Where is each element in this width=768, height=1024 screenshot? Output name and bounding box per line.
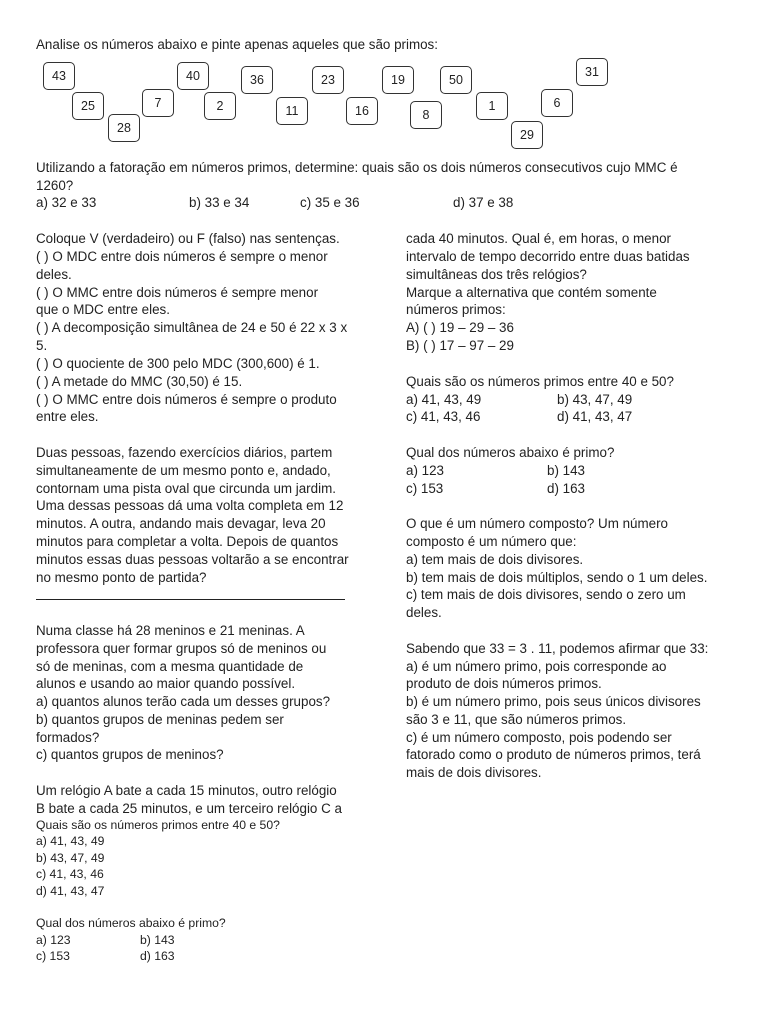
answer-line[interactable] bbox=[36, 599, 345, 600]
vf-line[interactable]: ( ) O quociente de 300 pelo MDC (300,600) é 1. bbox=[36, 356, 320, 371]
mmc-line-1: Utilizando a fatoração em números primos, determine: quais são os dois números consecutivos cujo MMC é bbox=[36, 160, 678, 175]
primes-question: Quais são os números primos entre 40 e 50? bbox=[36, 818, 280, 832]
composite-option[interactable]: b) tem mais de dois múltiplos, sendo o 1 um deles. bbox=[406, 570, 708, 585]
walk-line: no mesmo ponto de partida? bbox=[36, 570, 207, 585]
number-box[interactable]: 29 bbox=[511, 121, 543, 149]
walk-line: Duas pessoas, fazendo exercícios diários, partem bbox=[36, 445, 333, 460]
vf-line[interactable]: ( ) O MDC entre dois números é sempre o menor bbox=[36, 249, 328, 264]
mark-line: números primos: bbox=[406, 302, 506, 317]
vf-line[interactable]: ( ) A decomposição simultânea de 24 e 50 é 22 x 3 x bbox=[36, 320, 348, 335]
primes-option[interactable]: c) 41, 43, 46 bbox=[36, 867, 104, 881]
class-line: a) quantos alunos terão cada um desses grupos? bbox=[36, 694, 331, 709]
clock-cont-line: simultâneas dos três relógios? bbox=[406, 267, 587, 282]
primes-option[interactable]: d) 41, 43, 47 bbox=[36, 884, 105, 898]
walk-line: contornam uma pista oval que circunda um jardim. bbox=[36, 481, 336, 496]
primes-option[interactable]: b) 43, 47, 49 bbox=[557, 392, 633, 407]
vf-line: entre eles. bbox=[36, 409, 99, 424]
composite-option[interactable]: a) tem mais de dois divisores. bbox=[406, 552, 584, 567]
thirtythree-line: fatorado como o produto de números primos, terá bbox=[406, 747, 701, 762]
walk-line: minutos para completar a volta. Depois de quantos bbox=[36, 534, 339, 549]
number-box[interactable]: 23 bbox=[312, 66, 344, 94]
vf-line: Coloque V (verdadeiro) ou F (falso) nas sentenças. bbox=[36, 231, 340, 246]
primes-option[interactable]: a) 41, 43, 49 bbox=[406, 392, 482, 407]
thirtythree-option[interactable]: c) é um número composto, pois podendo ser bbox=[406, 730, 672, 745]
number-box[interactable]: 28 bbox=[108, 114, 140, 142]
thirtythree-option[interactable]: b) é um número primo, pois seus únicos divisores bbox=[406, 694, 701, 709]
class-line: b) quantos grupos de meninas pedem ser bbox=[36, 712, 284, 727]
number-box[interactable]: 8 bbox=[410, 101, 442, 129]
walk-line: Uma dessas pessoas dá uma volta completa em 12 bbox=[36, 498, 344, 513]
composite-line: composto é um número que: bbox=[406, 534, 577, 549]
mark-line: Marque a alternativa que contém somente bbox=[406, 285, 657, 300]
mark-option[interactable]: B) ( ) 17 – 97 – 29 bbox=[406, 338, 514, 353]
number-box[interactable]: 40 bbox=[177, 62, 209, 90]
class-line: alunos e usando ao maior quando possível. bbox=[36, 676, 296, 691]
mmc-line-2: 1260? bbox=[36, 178, 74, 193]
walk-line: minutos essas duas pessoas voltarão a se encontrar bbox=[36, 552, 349, 567]
clock-line: Um relógio A bate a cada 15 minutos, outro relógio bbox=[36, 783, 337, 798]
vf-line: 5. bbox=[36, 338, 48, 353]
composite-line: deles. bbox=[406, 605, 442, 620]
prime-question: Qual dos números abaixo é primo? bbox=[36, 916, 226, 930]
mmc-option-d[interactable]: d) 37 e 38 bbox=[453, 195, 514, 210]
number-box[interactable]: 31 bbox=[576, 58, 608, 86]
class-line: só de meninas, com a mesma quantidade de bbox=[36, 659, 304, 674]
number-box[interactable]: 19 bbox=[382, 66, 414, 94]
class-line: formados? bbox=[36, 730, 100, 745]
mmc-option-a[interactable]: a) 32 e 33 bbox=[36, 195, 97, 210]
clock-cont-line: cada 40 minutos. Qual é, em horas, o menor bbox=[406, 231, 671, 246]
prime-option[interactable]: a) 123 bbox=[406, 463, 444, 478]
prime-option[interactable]: c) 153 bbox=[406, 481, 444, 496]
mmc-option-b[interactable]: b) 33 e 34 bbox=[189, 195, 250, 210]
number-box[interactable]: 50 bbox=[440, 66, 472, 94]
primes-option[interactable]: c) 41, 43, 46 bbox=[406, 409, 481, 424]
vf-line: deles. bbox=[36, 267, 72, 282]
prime-option[interactable]: d) 163 bbox=[547, 481, 585, 496]
vf-line[interactable]: ( ) O MMC entre dois números é sempre o produto bbox=[36, 392, 337, 407]
walk-line: minutos. A outra, andando mais devagar, leva 20 bbox=[36, 516, 326, 531]
number-box[interactable]: 16 bbox=[346, 97, 378, 125]
vf-line[interactable]: ( ) A metade do MMC (30,50) é 15. bbox=[36, 374, 243, 389]
number-box[interactable]: 7 bbox=[142, 89, 174, 117]
thirtythree-line: produto de dois números primos. bbox=[406, 676, 602, 691]
clock-line: B bate a cada 25 minutos, e um terceiro relógio C a bbox=[36, 801, 342, 816]
mmc-option-c[interactable]: c) 35 e 36 bbox=[300, 195, 360, 210]
number-box[interactable]: 11 bbox=[276, 97, 308, 125]
composite-option[interactable]: c) tem mais de dois divisores, sendo o zero um bbox=[406, 587, 686, 602]
number-box[interactable]: 36 bbox=[241, 66, 273, 94]
thirtythree-option[interactable]: a) é um número primo, pois corresponde ao bbox=[406, 659, 667, 674]
number-box[interactable]: 43 bbox=[43, 62, 75, 90]
composite-line: O que é um número composto? Um número bbox=[406, 516, 668, 531]
walk-line: simultaneamente de um mesmo ponto e, andado, bbox=[36, 463, 331, 478]
vf-line: que o MDC entre eles. bbox=[36, 302, 170, 317]
primes-option[interactable]: a) 41, 43, 49 bbox=[36, 834, 105, 848]
class-line: c) quantos grupos de meninos? bbox=[36, 747, 224, 762]
thirtythree-line: Sabendo que 33 = 3 . 11, podemos afirmar que 33: bbox=[406, 641, 709, 656]
prime-question: Qual dos números abaixo é primo? bbox=[406, 445, 615, 460]
intro-text: Analise os números abaixo e pinte apenas aqueles que são primos: bbox=[36, 37, 438, 52]
number-box[interactable]: 1 bbox=[476, 92, 508, 120]
primes-option[interactable]: d) 41, 43, 47 bbox=[557, 409, 633, 424]
prime-option[interactable]: a) 123 bbox=[36, 933, 71, 947]
prime-option[interactable]: b) 143 bbox=[547, 463, 585, 478]
clock-cont-line: intervalo de tempo decorrido entre duas batidas bbox=[406, 249, 690, 264]
primes-option[interactable]: b) 43, 47, 49 bbox=[36, 851, 105, 865]
prime-option[interactable]: d) 163 bbox=[140, 949, 175, 963]
number-box[interactable]: 6 bbox=[541, 89, 573, 117]
prime-option[interactable]: b) 143 bbox=[140, 933, 175, 947]
mark-option[interactable]: A) ( ) 19 – 29 – 36 bbox=[406, 320, 514, 335]
number-box[interactable]: 25 bbox=[72, 92, 104, 120]
vf-line[interactable]: ( ) O MMC entre dois números é sempre menor bbox=[36, 285, 319, 300]
primes-question: Quais são os números primos entre 40 e 50? bbox=[406, 374, 674, 389]
class-line: professora quer formar grupos só de meninos ou bbox=[36, 641, 327, 656]
prime-option[interactable]: c) 153 bbox=[36, 949, 70, 963]
thirtythree-line: mais de dois divisores. bbox=[406, 765, 542, 780]
number-box[interactable]: 2 bbox=[204, 92, 236, 120]
thirtythree-line: são 3 e 11, que são números primos. bbox=[406, 712, 627, 727]
class-line: Numa classe há 28 meninos e 21 meninas. A bbox=[36, 623, 305, 638]
